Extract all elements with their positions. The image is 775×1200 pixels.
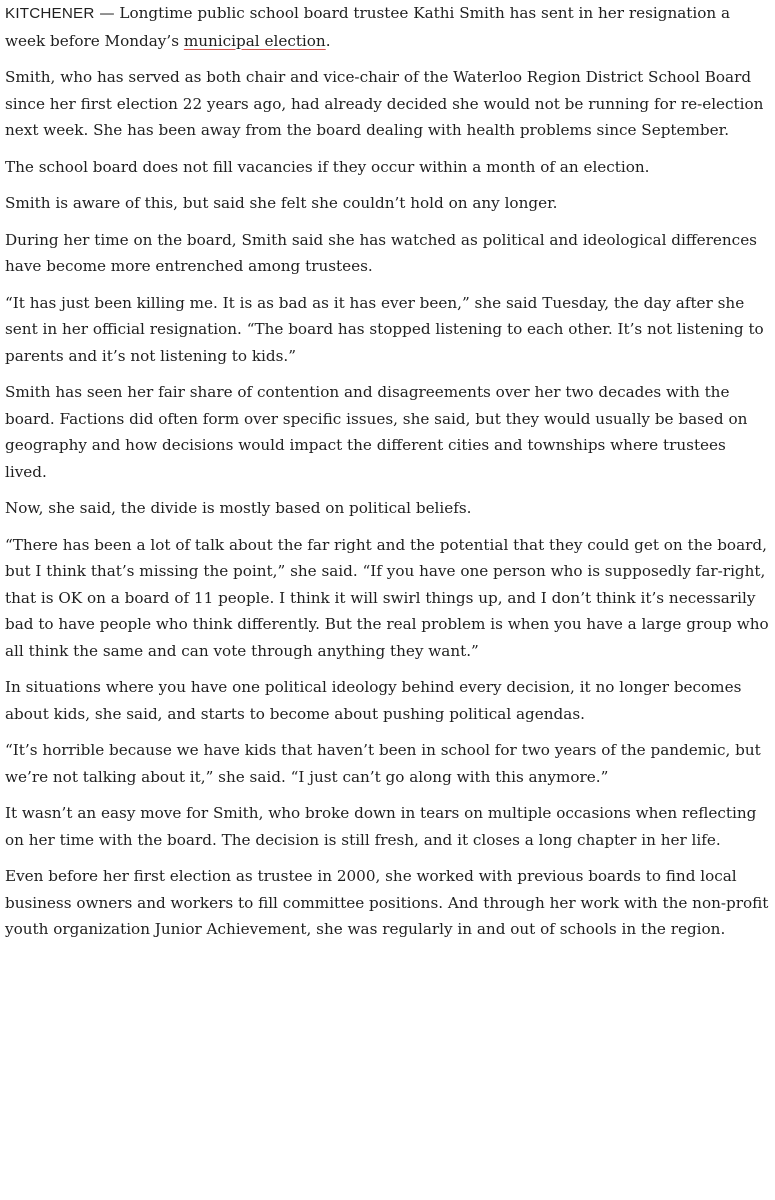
paragraph-4: During her time on the board, Smith said she has watched as political and ideological differences have become more entrenched among trustees. bbox=[5, 230, 757, 275]
paragraph-1: Smith, who has served as both chair and vice-chair of the Waterloo Region District School Board since her first election 22 years ago, had already decided she would not be running for re-election next week. She has been away from the board dealing with health problems since September. bbox=[5, 68, 764, 139]
paragraph-7: Now, she said, the divide is mostly based on political beliefs. bbox=[5, 499, 472, 517]
paragraph-6: Smith has seen her fair share of contention and disagreements over her two decades with the board. Factions did often form over specific issues, she said, but they would usually be based on geography and how decisions would impact the different cities and townships where trustees lived. bbox=[5, 383, 748, 481]
paragraph-11: It wasn’t an easy move for Smith, who broke down in tears on multiple occasions when reflecting on her time with the board. The decision is still fresh, and it closes a long chapter in her life. bbox=[5, 804, 757, 849]
paragraph-9: In situations where you have one political ideology behind every decision, it no longer becomes about kids, she said, and starts to become about pushing political agendas. bbox=[5, 678, 742, 723]
paragraph-3: Smith is aware of this, but said she felt she couldn’t hold on any longer. bbox=[5, 194, 558, 212]
lead-end: . bbox=[325, 31, 331, 50]
lead-text: — Longtime public school board trustee Kathi Smith has sent in her resignation a week before Monday’s bbox=[5, 4, 731, 50]
paragraph-10: “It’s horrible because we have kids that haven’t been in school for two years of the pandemic, but we’re not talking about it,” she said. “I just can’t go along with this anymore.” bbox=[5, 741, 761, 786]
paragraph-5: “It has just been killing me. It is as bad as it has ever been,” she said Tuesday, the day after she sent in her official resignation. “The board has stopped listening to each other. It’s not listening to parents and it’s not listening to kids.” bbox=[5, 293, 764, 365]
paragraph-2: The school board does not fill vacancies if they occur within a month of an election. bbox=[5, 157, 650, 176]
paragraph-12: Even before her first election as trustee in 2000, she worked with previous boards to find local business owners and workers to fill committee positions. And through her work with the non-profit youth organization Junior Achievement, she was regularly in and out of schools in the region. bbox=[5, 867, 769, 938]
paragraph-8: “There has been a lot of talk about the far right and the potential that they could get on the board, but I think that’s missing the point,” she said. “If you have one person who is supposedly far-right, that is OK on a board of 11 people. I think it will swirl things up, and I don’t think it’s necessarily bad to have people who think differently. But the real problem is when you have a large group who all think the same and can vote through anything they want.” bbox=[5, 535, 769, 660]
article-body bbox=[5, 0, 771, 943]
lead-paragraph bbox=[5, 0, 771, 54]
municipal-election-link[interactable]: municipal election bbox=[183, 31, 326, 50]
dateline: KITCHENER bbox=[5, 5, 95, 22]
